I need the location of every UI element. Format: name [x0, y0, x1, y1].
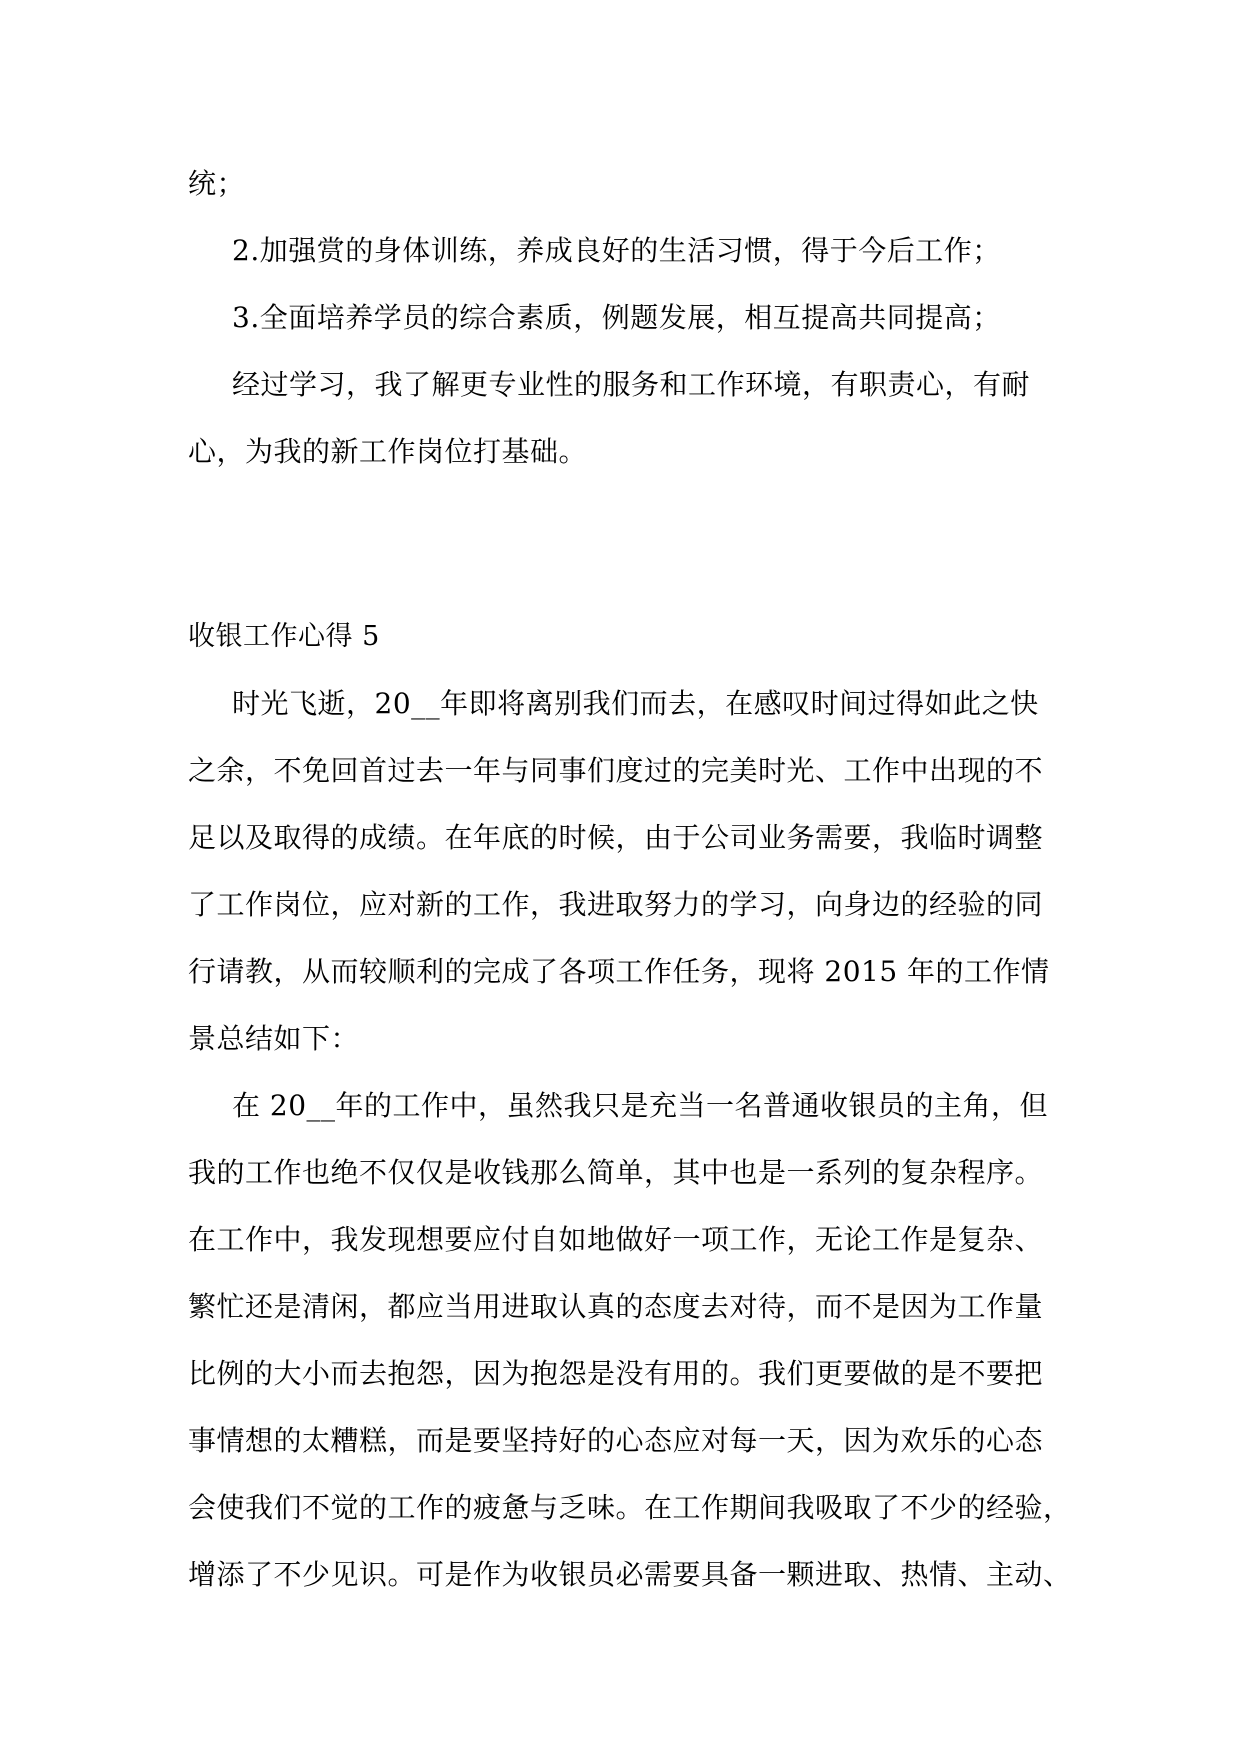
text-line: 统；	[188, 167, 246, 200]
paragraph-line: 时光飞逝，20__年即将离别我们而去，在感叹时间过得如此之快	[232, 687, 1039, 720]
paragraph-line: 比例的大小而去抱怨，因为抱怨是没有用的。我们更要做的是不要把	[188, 1357, 1044, 1390]
paragraph-line: 在工作中，我发现想要应付自如地做好一项工作，无论工作是复杂、	[188, 1223, 1044, 1256]
paragraph-line: 会使我们不觉的工作的疲惫与乏味。在工作期间我吸取了不少的经验，	[188, 1491, 1072, 1524]
paragraph-line: 事情想的太糟糕，而是要坚持好的心态应对每一天，因为欢乐的心态	[188, 1424, 1044, 1457]
paragraph-line: 心，为我的新工作岗位打基础。	[188, 435, 588, 468]
paragraph-line: 繁忙还是清闲，都应当用进取认真的态度去对待，而不是因为工作量	[188, 1290, 1044, 1323]
paragraph-line: 行请教，从而较顺利的完成了各项工作任务，现将 2015 年的工作情	[188, 955, 1050, 988]
list-item: 2.加强赏的身体训练，养成良好的生活习惯，得于今后工作；	[232, 234, 1001, 267]
paragraph-line: 增添了不少见识。可是作为收银员必需要具备一颗进取、热情、主动、	[188, 1558, 1072, 1591]
paragraph-line: 我的工作也绝不仅仅是收钱那么简单，其中也是一系列的复杂程序。	[188, 1156, 1044, 1189]
paragraph-line: 经过学习，我了解更专业性的服务和工作环境，有职责心，有耐	[232, 368, 1031, 401]
paragraph-line: 在 20__年的工作中，虽然我只是充当一名普通收银员的主角，但	[232, 1089, 1049, 1122]
paragraph-line: 景总结如下：	[188, 1022, 360, 1055]
list-item: 3.全面培养学员的综合素质，例题发展，相互提高共同提高；	[232, 301, 1001, 334]
paragraph-line: 了工作岗位，应对新的工作，我进取努力的学习，向身边的经验的同	[188, 888, 1044, 921]
paragraph-line: 之余，不免回首过去一年与同事们度过的完美时光、工作中出现的不	[188, 754, 1044, 787]
section-heading: 收银工作心得 5	[188, 621, 380, 652]
paragraph-line: 足以及取得的成绩。在年底的时候，由于公司业务需要，我临时调整	[188, 821, 1044, 854]
